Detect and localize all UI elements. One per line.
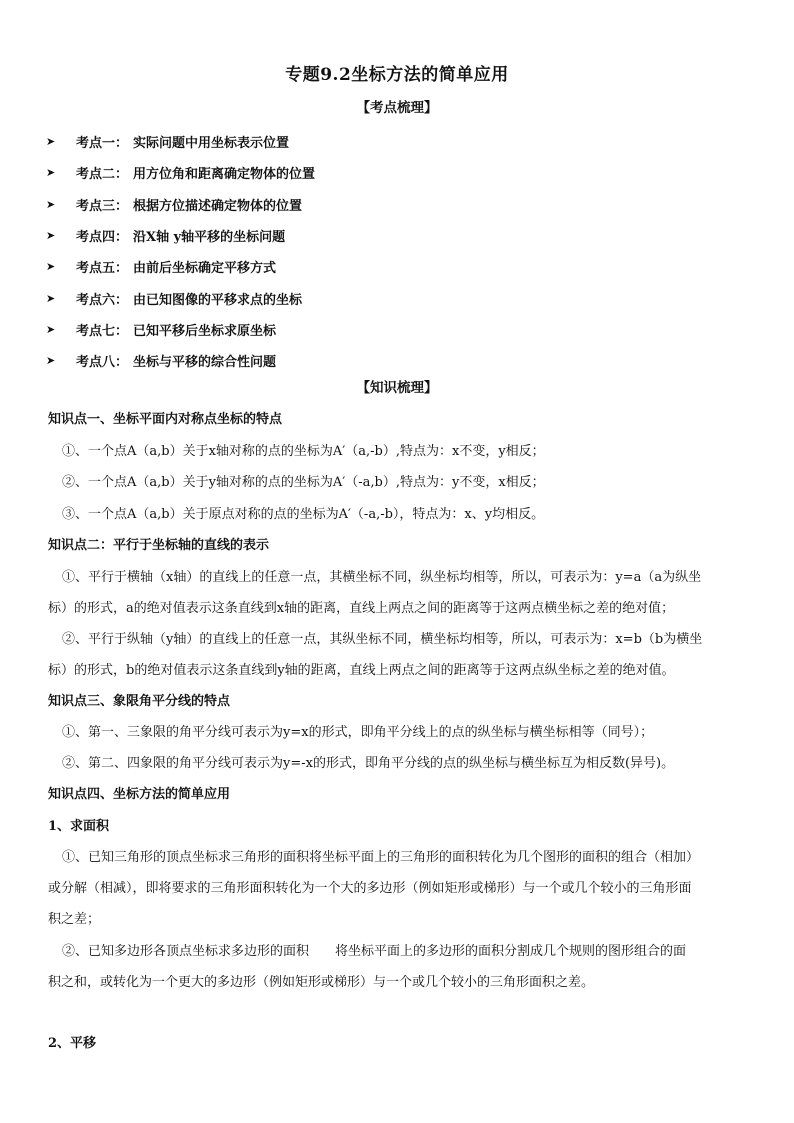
list-item: ➤ 考点八： 坐标与平移的综合性问题 <box>46 354 277 371</box>
text-line: ②、第二、四象限的角平分线可表示为y=-x的形式，即角平分线的点的纵坐标与横坐标互为相反数(异号)。 <box>62 756 675 771</box>
text-line: ③、一个点A（a,b）关于原点对称的点的坐标为A′（-a,-b），特点为：x、y均相反。 <box>62 507 545 522</box>
list-item: ➤ 考点四： 沿X轴 y轴平移的坐标问题 <box>46 229 286 246</box>
text-line: 积之和，或转化为一个更大的多边形（例如矩形或梯形）与一个或几个较小的三角形面积之差。 <box>48 975 595 990</box>
arrow-bullet-icon: ➤ <box>46 260 56 274</box>
knowledge-heading-3: 知识点三、象限角平分线的特点 <box>48 694 231 709</box>
text-line: ②、一个点A（a,b）关于y轴对称的点的坐标为A′（-a,b）,特点为：y不变，x相反； <box>62 475 545 490</box>
text-line: 或分解（相减），即将要求的三角形面积转化为一个大的多边形（例如矩形或梯形）与一个或几个较小的三角形面 <box>48 881 692 896</box>
list-item: ➤ 考点二： 用方位角和距离确定物体的位置 <box>46 166 316 183</box>
knowledge-heading-2: 知识点二：平行于坐标轴的直线的表示 <box>48 538 270 553</box>
arrow-bullet-icon: ➤ <box>46 166 56 180</box>
knowledge-heading-1: 知识点一、坐标平面内对称点坐标的特点 <box>48 412 283 427</box>
text-line: ①、一个点A（a,b）关于x轴对称的点的坐标为A′（a,-b）,特点为：x不变，y相反； <box>62 444 545 459</box>
section-heading-kaodian: 【考点梳理】 <box>356 100 438 116</box>
text-line: ②、平行于纵轴（y轴）的直线上的任意一点，其纵坐标不同，横坐标均相等，所以，可表示为：x=b（b为横坐 <box>62 632 703 647</box>
text-line: 标）的形式，a的绝对值表示这条直线到x轴的距离，直线上两点之间的距离等于这两点横坐标之差的绝对值； <box>48 601 675 616</box>
list-item: ➤ 考点五： 由前后坐标确定平移方式 <box>46 260 277 277</box>
text-line: ①、第一、三象限的角平分线可表示为y=x的形式，即角平分线上的点的纵坐标与横坐标相等（同号）； <box>62 725 654 740</box>
subheading-area: 1、求面积 <box>48 819 110 834</box>
text-line: ②、已知多边形各顶点坐标求多边形的面积 将坐标平面上的多边形的面积分割成几个规则的图形组合的面 <box>62 944 687 959</box>
arrow-bullet-icon: ➤ <box>46 354 56 368</box>
text-line: 积之差； <box>48 912 101 927</box>
arrow-bullet-icon: ➤ <box>46 322 56 336</box>
arrow-bullet-icon: ➤ <box>46 229 56 243</box>
section-heading-zhishi: 【知识梳理】 <box>356 380 438 396</box>
list-item: ➤ 考点七： 已知平移后坐标求原坐标 <box>46 322 277 339</box>
document-title: 专题9.2坐标方法的简单应用 <box>285 65 509 85</box>
list-item: ➤ 考点六： 由已知图像的平移求点的坐标 <box>46 291 303 308</box>
list-item: ➤ 考点三： 根据方位描述确定物体的位置 <box>46 197 303 214</box>
text-line: ①、已知三角形的顶点坐标求三角形的面积将坐标平面上的三角形的面积转化为几个图形的面积的组合（相加） <box>62 850 700 865</box>
arrow-bullet-icon: ➤ <box>46 197 56 211</box>
knowledge-heading-4: 知识点四、坐标方法的简单应用 <box>48 787 231 802</box>
list-item: ➤ 考点一： 实际问题中用坐标表示位置 <box>46 135 290 152</box>
arrow-bullet-icon: ➤ <box>46 135 56 149</box>
text-line: ①、平行于横轴（x轴）的直线上的任意一点，其横坐标不同，纵坐标均相等，所以，可表示为：y=a（a为纵坐 <box>62 570 702 585</box>
kaodian-list <box>46 126 315 376</box>
subheading-translation: 2、平移 <box>48 1036 97 1051</box>
text-line: 标）的形式，b的绝对值表示这条直线到y轴的距离，直线上两点之间的距离等于这两点纵坐标之差的绝对值。 <box>48 663 675 678</box>
arrow-bullet-icon: ➤ <box>46 291 56 305</box>
